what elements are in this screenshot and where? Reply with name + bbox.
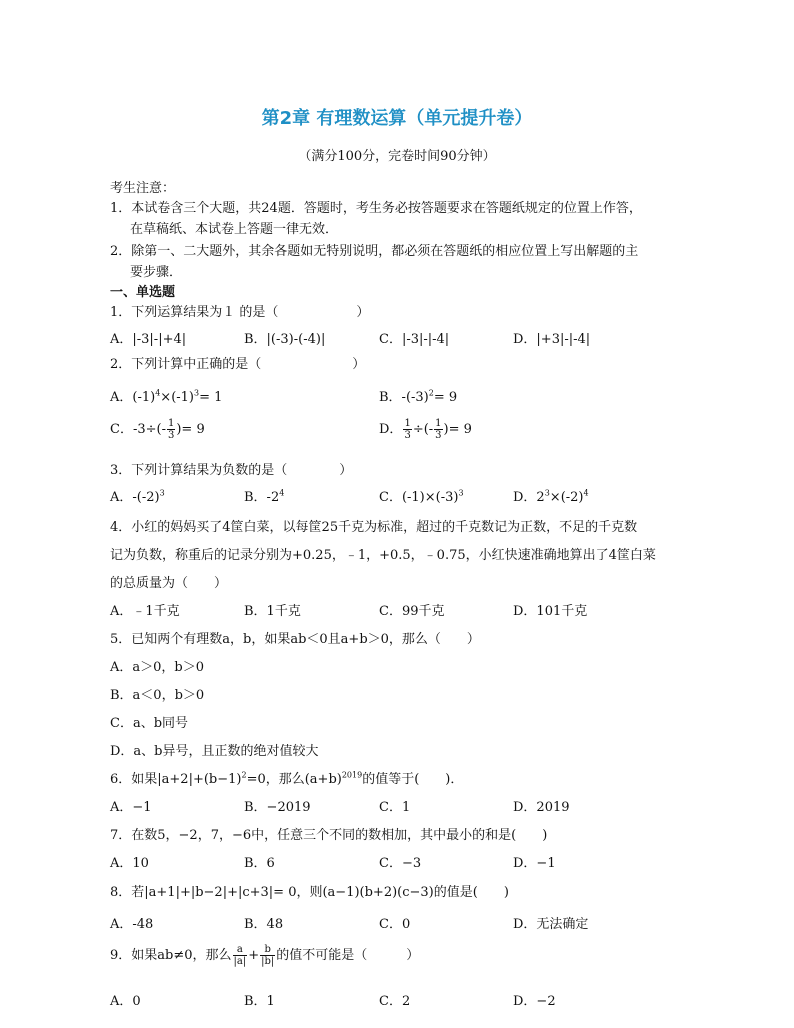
q2-option-c: C．-3÷(- $\frac{1}{3}$ )= 9 <box>110 418 205 441</box>
q4-option-d: D．101千克 <box>513 604 588 619</box>
q4-option-c: C．99千克 <box>379 604 445 619</box>
q1-option-b: B．|(-3)-(-4)| <box>244 332 326 347</box>
q8-option-b: B．48 <box>244 917 284 932</box>
question-5-stem: 5．已知两个有理数a，b，如果ab＜0且a+b＞0，那么（ ） <box>110 632 480 647</box>
notice-heading: 考生注意： <box>110 181 176 196</box>
question-9-stem: 9．如果ab≠0，那么 $\frac{a}{|a|}$ + $\frac{b}{|b|}$ 的值不可能是（ ） <box>110 944 420 967</box>
q2-option-a: A．$(-1)^4\times(-1)^3= 1$ <box>110 388 223 405</box>
question-2-stem: 2．下列计算中正确的是（ ） <box>110 357 366 372</box>
question-4-line-3: 的总质量为（ ） <box>110 576 228 591</box>
question-4-line-2: 记为负数，称重后的记录分别为+0.25，﹣1，+0.5，﹣0.75，小红快速准确地算出了4筐白菜 <box>110 548 656 563</box>
q8-option-d: D．无法确定 <box>513 917 589 932</box>
q8-option-c: C．0 <box>379 917 411 932</box>
question-6-stem: 6．如果$|a+2|+(b-1)^2=0$，那么$(a+b)^{2019}$的值等于( )． <box>110 770 464 787</box>
page-subtitle: （满分100分，完卷时间90分钟） <box>298 149 496 164</box>
q8-option-a: A．-48 <box>110 917 154 932</box>
question-4-line-1: 4．小红的妈妈买了4筐白菜，以每筐25千克为标准，超过的千克数记为正数，不足的千克数 <box>110 520 638 535</box>
q7-option-c: C．−3 <box>379 856 422 871</box>
q1-option-c: C．|-3|-|-4| <box>379 332 450 347</box>
q9-option-c: C．2 <box>379 994 411 1009</box>
q7-option-b: B．6 <box>244 856 275 871</box>
q3-option-d: D．$2^3\times(-2)^4$ <box>513 488 589 505</box>
notice-line-2: 2．除第一、二大题外，其余各题如无特别说明，都必须在答题纸的相应位置上写出解题的主 <box>110 244 639 259</box>
q5-option-c: C．a、b同号 <box>110 716 189 731</box>
q5-option-a: A．a＞0，b＞0 <box>110 660 205 675</box>
question-3-stem: 3．下列计算结果为负数的是（ ） <box>110 463 353 478</box>
q1-option-a: A．|-3|-|+4| <box>110 332 187 347</box>
q2-option-d: D． $\frac{1}{3}$ ÷(- $\frac{1}{3}$ )= 9 <box>379 418 472 441</box>
page-title: 第2章 有理数运算（单元提升卷） <box>261 108 533 129</box>
q5-option-b: B．a＜0，b＞0 <box>110 688 205 703</box>
q3-option-c: C．$(-1)\times(-3)^3$ <box>379 488 464 505</box>
q7-option-a: A．10 <box>110 856 149 871</box>
notice-line-2b: 要步骤． <box>130 265 183 280</box>
q3-option-b: B．$-2^4$ <box>244 488 285 505</box>
q9-option-b: B．1 <box>244 994 275 1009</box>
question-8-stem: 8．若|a+1|+|b−2|+|c+3|= 0，则(a−1)(b+2)(c−3)的值是( ) <box>110 885 509 900</box>
q9-option-a: A．0 <box>110 994 141 1009</box>
q9-option-d: D．−2 <box>513 994 556 1009</box>
q4-option-a: A．﹣1千克 <box>110 604 180 619</box>
question-1-stem: 1．下列运算结果为１ 的是（ ） <box>110 305 370 320</box>
q6-option-b: B．−2019 <box>244 800 311 815</box>
q3-option-a: A．$-(-2)^3$ <box>110 488 165 505</box>
question-7-stem: 7．在数5，−2，7，−6中，任意三个不同的数相加，其中最小的和是( ) <box>110 828 548 843</box>
notice-line-1: 1．本试卷含三个大题，共24题．答题时，考生务必按答题要求在答题纸规定的位置上作答， <box>110 201 642 216</box>
q6-option-c: C．1 <box>379 800 411 815</box>
q2-option-b: B．$-(-3)^2= 9$ <box>379 388 458 405</box>
q4-option-b: B．1千克 <box>244 604 301 619</box>
q6-option-a: A．−1 <box>110 800 152 815</box>
q7-option-d: D．−1 <box>513 856 556 871</box>
q1-option-d: D．|+3|-|-4| <box>513 332 591 347</box>
notice-line-1b: 在草稿纸、本试卷上答题一律无效． <box>130 222 339 237</box>
q5-option-d: D．a、b异号，且正数的绝对值较大 <box>110 744 319 759</box>
section-heading: 一、单选题 <box>110 285 176 300</box>
q6-option-d: D．2019 <box>513 800 570 815</box>
